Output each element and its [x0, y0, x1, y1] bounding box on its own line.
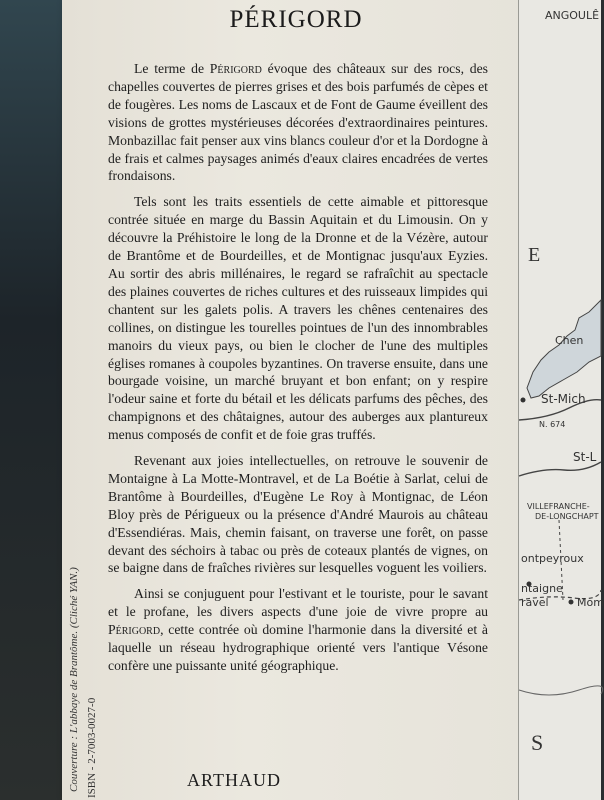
- map-label-st-mich: St-Mich: [541, 392, 586, 406]
- map-label-st-l: St-L: [573, 450, 597, 464]
- map-label-mom: Mom: [577, 596, 604, 609]
- region-name-smallcaps: Périgord: [209, 61, 262, 76]
- cover-credit: Couverture : L'abbaye de Brantôme. (Cliché YAN.): [68, 567, 80, 792]
- border-line: [519, 686, 603, 695]
- map-label-chen: Chen: [555, 334, 584, 347]
- map-label-montravel: ravel: [521, 596, 549, 609]
- map-label-angouleme: ANGOULÊ: [545, 9, 600, 22]
- paragraph-4: Ainsi se conjuguent pour l'estivant et le touriste, pour le savant et le profane, les divers aspects d'une joie de vivre propre au Périgord, cette contrée où domine l'harmonie dans la diversité et à laquelle un réseau hydrographique orienté vers l'antique Vésone confère une puissante unité géographique.: [108, 586, 488, 673]
- page-title: PÉRIGORD: [229, 6, 363, 33]
- region-map: [518, 0, 604, 800]
- map-label-road-n674: N. 674: [539, 420, 566, 429]
- paragraph-2: Tels sont les traits essentiels de cette aimable et pittoresque contrée située en marge du Bassin Aquitain et du Limousin. On y découvre la Préhistoire le long de la Dronne et de la Vézère, autour de Brantôme et de Bourdeilles, et de Montignac jusqu'aux Eyzies. Au sortir des abris millénaires, le regard se rafraîchit au spectacle des plaines couvertes de riches cultures et des ruisseaux limpides qui chantent sur les galets polis. A travers les chênes centenaires des collines, on distingue les tourelles pointues de l'un des innombrables manoirs du vieux pays, ou bien le clocher de l'une des multiples églises romanes à coupoles byzantines. On traverse ensuite, dans une bourgade voisine, un marché bruyant et bon enfant; on y respire l'odeur saine et forte du bétail et les délicats parfums des pêches, des champignons et des châtaignes, autour des auberges aux plantureux menus composés de confit et de foie gras truffés.: [108, 194, 488, 443]
- map-label-villefranche-1: VILLEFRANCHE-: [527, 502, 590, 511]
- isbn: ISBN - 2-7003-0027-0: [86, 697, 98, 798]
- description-text: [108, 60, 488, 683]
- map-label-region-e: E: [528, 244, 541, 266]
- map-label-villefranche-2: DE-LONGCHAPT: [535, 512, 599, 521]
- map-label-montpeyroux: ontpeyroux: [521, 552, 584, 565]
- paragraph-3: Revenant aux joies intellectuelles, on retrouve le souvenir de Montaigne à La Motte-Montravel, et de La Boétie à Sarlat, celui de Brantôme à Bourdeilles, d'Eugène Le Roy à Montignac, de Léon Bloy près de Périgueux ou la présence d'André Maurois au château d'Essendiéras. Mais, chemin faisant, on traverse une forêt, on passe devant des séchoirs à tabac ou près de coteaux plantés de vignes, on se baigne dans de fraîches rivières sur lesquelles voguent les voiliers.: [108, 453, 488, 576]
- town-dot: [521, 398, 526, 403]
- map-label-region-s: S: [531, 730, 544, 755]
- river-shape: [527, 300, 601, 398]
- map-label-montaigne: ntaigne: [521, 582, 563, 595]
- road-line: [519, 462, 601, 476]
- region-name-smallcaps: Périgord: [108, 622, 161, 638]
- town-dot: [569, 600, 574, 605]
- paragraph-1: Le terme de Périgord évoque des châteaux sur des rocs, des chapelles couvertes de pierres grises et des bois parfumés de cèpes et de fougères. Les noms de Lascaux et de Font de Gaume éveillent des visions de grottes mystérieuses décorées d'extraordinaires peintures. Monbazillac fait penser aux vins blancs couleur d'or et la Dordogne à de frais et calmes paysages animés d'eaux claires encadrées de vertes frondaisons.: [108, 61, 489, 184]
- publisher-name: ARTHAUD: [187, 770, 281, 790]
